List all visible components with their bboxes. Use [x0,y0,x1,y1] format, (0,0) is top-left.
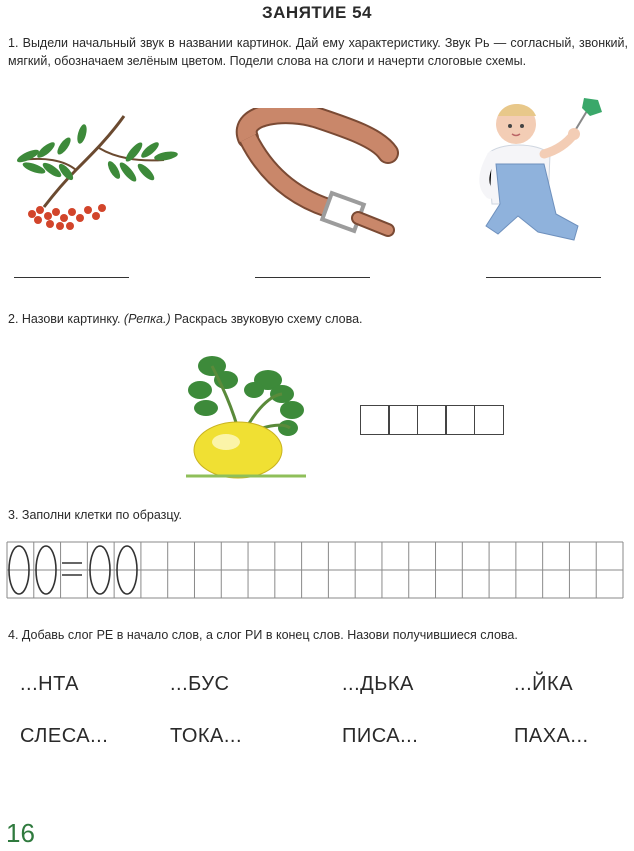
answer-line-rowan[interactable] [14,277,129,278]
answer-line-baby[interactable] [486,277,601,278]
sound-cell-2[interactable] [388,405,418,435]
task-2-hint: (Репка.) [123,312,171,326]
sound-cell-3[interactable] [417,405,447,435]
word-dka: ...ДЬКА [342,673,414,695]
sound-cell-1[interactable] [360,405,390,435]
task-1-instruction: 1. Выдели начальный звук в названии картинок. Дай ему характеристику. Звук Рь — согласный, звонкий, мягкий, обозначаем зелёным цветом. Подели слова на слоги и начерти слоговые схемы. [8,36,628,68]
belt-picture [228,108,408,243]
word-slesa: СЛЕСА... [20,725,109,747]
baby-with-rattle-picture [478,94,608,250]
word-toka: ТОКА... [170,725,243,747]
answer-line-belt[interactable] [255,277,370,278]
task-2-text-after: Раскрась звуковую схему слова. [170,312,363,326]
sound-cell-4[interactable] [445,405,475,435]
sound-scheme [361,405,504,435]
word-bus: ...БУС [170,673,230,695]
lesson-title: ЗАНЯТИЕ 54 [262,3,372,22]
word-pisa: ПИСА... [342,725,419,747]
task-4-instruction: 4. Добавь слог РЕ в начало слов, а слог РИ в конец слов. Назови получившиеся слова. [8,628,518,642]
word-nta: ...НТА [20,673,80,695]
page-number: 16 [6,818,35,848]
task-2-instruction [8,310,363,328]
word-yka: ...ЙКА [514,673,574,695]
word-paha: ПАХА... [514,725,589,747]
task-2-text-before: 2. Назови картинку. [8,312,124,326]
copy-grid[interactable] [6,541,624,599]
rowan-branch-picture [4,112,182,237]
turnip-picture [182,346,312,482]
task-3-instruction: 3. Заполни клетки по образцу. [8,508,183,522]
sound-cell-5[interactable] [474,405,504,435]
